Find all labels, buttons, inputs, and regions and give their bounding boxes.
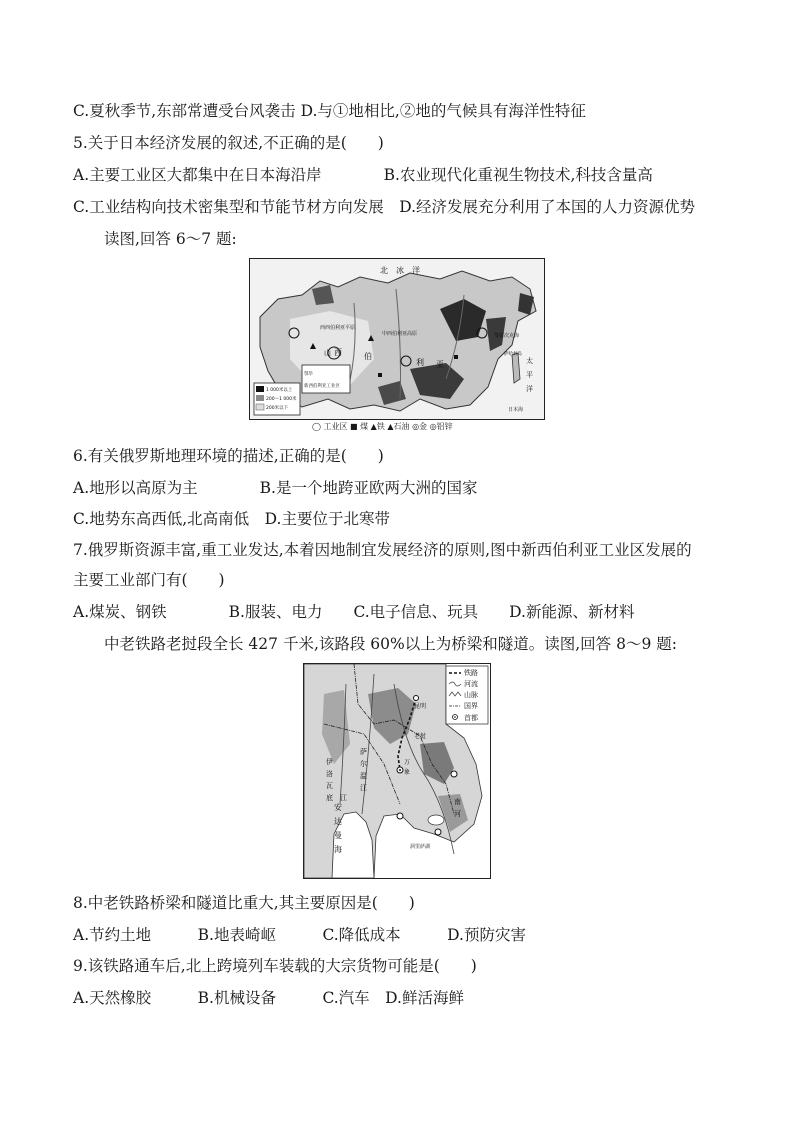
map-label: 昆明 [414,703,427,710]
region-label: 西 [334,348,342,357]
map-label: 洞里萨湖 [410,844,431,850]
region-label: 洋 [526,385,533,393]
q7-stem-cont: 主要工业部门有( ) [73,571,225,589]
region-label: 西西伯利亚平原 [320,325,356,331]
map-label: 江 [360,784,367,792]
map-label: 象 [404,769,411,776]
legend-mountain: 山脉 [464,691,478,699]
q4-options-cd: C.夏秋季节,东部常遭受台风袭击 D.与①地相比,②地的气候具有海洋性特征 [73,102,586,120]
region-label: 日本海 [508,407,524,413]
q7-options: A.煤炭、钢铁 B.服装、电力 C.电子信息、玩具 D.新能源、新材料 [73,603,635,621]
legend-capital: 首都 [464,714,478,722]
map-label: 曼 [334,831,342,840]
map-label: 老挝 [414,733,427,740]
q6-options-cd: C.地势东高西低,北高南低 D.主要位于北寒带 [73,510,390,528]
legend-river: 河流 [464,680,478,688]
region-label: 太 [526,357,533,365]
legend-railway: 铁路 [464,669,478,677]
q5-options-cd: C.工业结构向技术密集型和节能节材方向发展 D.经济发展充分利用了本国的人力资源优势 [73,198,696,216]
legend-elevation: 200～1 000米 [266,397,297,402]
map-label: 南 [454,798,461,806]
region-label: 伯 [364,352,372,361]
q6-options-ab: A.地形以高原为主 B.是一个地跨亚欧两大洲的国家 [73,479,478,497]
q5-stem: 5.关于日本经济发展的叙述,不正确的是( ) [73,134,384,152]
map-label: 底 [326,794,333,802]
region-label: 鄂霍次克海 [494,333,520,339]
region-label: 中西伯利亚高原 [382,331,418,337]
map-label: 伊 [326,758,333,766]
map-label: 温 [360,772,367,780]
map-label: 萨 [360,748,367,756]
legend-border: 国界 [464,702,478,710]
map-label: 尔 [360,760,367,768]
inset-tag: 鄂毕 [304,372,313,377]
russia-map [249,258,545,420]
q8-options: A.节约土地 B.地表崎岖 C.降低成本 D.预防灾害 [73,926,526,944]
map-label: 安 [334,803,342,812]
map-label: 瓦 [326,782,333,790]
map-label: 洛 [326,770,333,778]
q7-stem: 7.俄罗斯资源丰富,重工业发达,本着因地制宜发展经济的原则,图中新西伯利亚工业区发展的 [73,541,692,559]
laos-railway-map [303,663,491,879]
q8-stem: 8.中老铁路桥梁和隧道比重大,其主要原因是( ) [73,894,415,912]
legend-elevation: 200米以下 [266,406,289,411]
map-label: 达 [334,817,342,826]
map-label: 万 [404,759,411,766]
region-label: 山 [324,349,331,357]
map-label: 海 [334,845,342,854]
inset-label: 新西伯利亚工业区 [304,384,340,389]
russia-map-legend: ◯ 工业区 ■ 煤 ▲铁 ▲石油 ◎金 ◎铝锌 [312,422,453,431]
region-label: 亚 [436,360,444,369]
q6-stem: 6.有关俄罗斯地理环境的描述,正确的是( ) [73,447,384,465]
region-label: 平 [526,371,533,379]
q5-options-ab: A.主要工业区大都集中在日本海沿岸 B.农业现代化重视生物技术,科技含量高 [73,166,653,184]
region-label: 萨哈林岛 [504,352,522,357]
legend-elevation: 1 000米以上 [266,388,293,393]
q9-options: A.天然橡胶 B.机械设备 C.汽车 D.鲜活海鲜 [73,989,464,1007]
ocean-label: 北 冰 洋 [380,266,420,275]
region-label: 利 [416,358,424,367]
map-label: 江 [340,794,347,802]
map-label: 河 [454,810,461,818]
intro-6-7: 读图,回答 6～7 题: [104,230,237,248]
q9-stem: 9.该铁路通车后,北上跨境列车装载的大宗货物可能是( ) [73,957,477,975]
intro-8-9: 中老铁路老挝段全长 427 千米,该路段 60%以上为桥梁和隧道。读图,回答 8～9 题: [104,635,677,653]
